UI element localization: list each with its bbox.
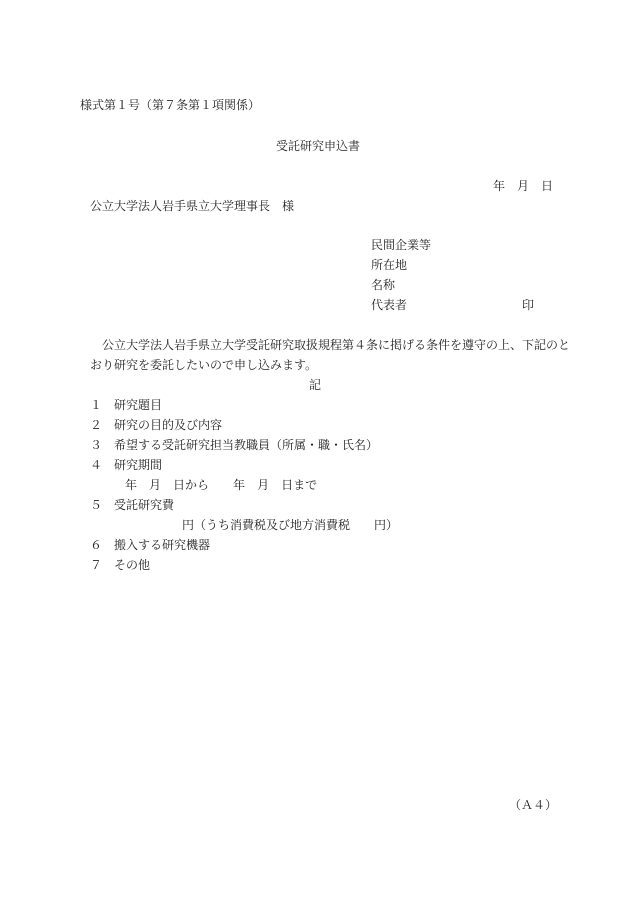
item-label: 搬入する研究機器 — [114, 538, 211, 552]
body-text-line-2: おり研究を委託したいので申し込みます。 — [90, 358, 318, 372]
period-year-end: 年 — [233, 478, 246, 492]
item-label: 受託研究費 — [114, 498, 175, 512]
date-line — [493, 178, 553, 194]
list-item — [90, 457, 162, 473]
item-number: ５ — [90, 498, 103, 512]
note-heading: 記 — [309, 378, 322, 392]
applicant-name: 名称 — [371, 278, 396, 292]
period-month-start: 月 — [149, 478, 162, 492]
list-item — [90, 417, 222, 433]
list-item — [90, 557, 150, 573]
item-number: ３ — [90, 438, 103, 452]
item-label: 希望する受託研究担当教職員（所属・職・氏名） — [114, 438, 379, 452]
list-item — [90, 497, 174, 513]
item-number: １ — [90, 398, 103, 412]
body-text-line-1: 公立大学法人岩手県立大学受託研究取扱規程第４条に掲げる条件を遵守の上、下記のと — [102, 338, 571, 352]
applicant-company: 民間企業等 — [371, 238, 432, 252]
period-until: 日まで — [281, 478, 318, 492]
period-month-end: 月 — [257, 478, 270, 492]
item-number: ２ — [90, 418, 103, 432]
document-title: 受託研究申込書 — [276, 139, 361, 153]
paper-size-label: （Ａ４） — [509, 798, 558, 812]
period-year-start: 年 — [125, 478, 138, 492]
period-from: 日から — [173, 478, 210, 492]
applicant-representative: 代表者 — [371, 298, 408, 312]
date-day: 日 — [541, 179, 554, 193]
addressee: 公立大学法人岩手県立大学理事長 様 — [90, 199, 295, 213]
list-item — [90, 397, 162, 413]
research-period-line — [125, 477, 317, 493]
item-label: その他 — [114, 558, 151, 572]
item-label: 研究の目的及び内容 — [114, 418, 223, 432]
item-number: ７ — [90, 558, 103, 572]
item-number: ６ — [90, 538, 103, 552]
date-month: 月 — [517, 179, 530, 193]
cost-end: 円） — [374, 518, 399, 532]
item-label: 研究題目 — [114, 398, 163, 412]
list-item — [90, 537, 210, 553]
form-number: 様式第１号（第７条第１項関係） — [80, 98, 261, 112]
list-item — [90, 437, 378, 453]
item-label: 研究期間 — [114, 458, 163, 472]
date-year: 年 — [493, 179, 506, 193]
item-number: ４ — [90, 458, 103, 472]
cost-line — [182, 517, 398, 533]
applicant-address: 所在地 — [371, 258, 408, 272]
seal-mark: 印 — [522, 298, 535, 312]
cost-text: 円（うち消費税及び地方消費税 — [182, 518, 351, 532]
